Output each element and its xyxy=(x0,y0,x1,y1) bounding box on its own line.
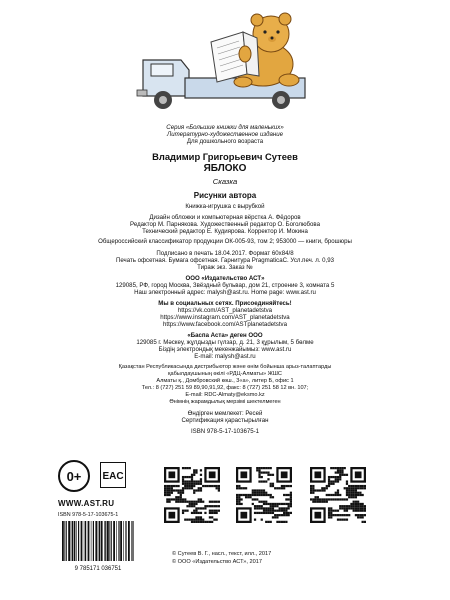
bear-reading-illustration xyxy=(123,8,328,115)
copyright-publisher: © ООО «Издательство АСТ», 2017 xyxy=(172,559,262,565)
edition-type: Литературно-художественное издание xyxy=(167,131,283,138)
eac-label: EAC xyxy=(102,471,124,482)
age-rating-badge: 0+ xyxy=(58,460,90,492)
credit-line: Редактор М. Парнякова. Художественный редактор О. Боголюбова xyxy=(130,221,320,228)
social-link-facebook[interactable]: https://www.facebook.com/ASTplanetadetstva xyxy=(163,321,287,328)
product-classifier: Общероссийский классификатор продукции ОК-005-93, том 2; 953000 — книги, брошюры xyxy=(98,238,352,245)
country-of-manufacture: Өндірген мемлекет: Ресей xyxy=(187,410,263,417)
book-type: Книжка-игрушка с вырубкой xyxy=(185,203,265,210)
kz-company-name: «Баспа Аста» деген ООО xyxy=(187,332,263,339)
kz-address-line: E-mail: malysh@ast.ru xyxy=(194,353,256,360)
kz-address-line: Біздің электрондық мекенжайымыз: www.ast.ru xyxy=(158,346,292,353)
kz-distributor-line: Алматы қ., Домбровский көш., 3«а», литер Б, офис 1 xyxy=(156,378,294,384)
kz-distributor-line: E-mail: RDC-Almaty@eksmo.kz xyxy=(185,392,265,398)
isbn-number: ISBN 978-5-17-103675-1 xyxy=(190,428,260,435)
barcode-isbn: ISBN 978-5-17-103675-1 xyxy=(58,512,119,518)
series-line: Серия «Большие книжки для маленьких» xyxy=(166,124,284,131)
publisher-name: ООО «Издательство АСТ» xyxy=(185,275,265,282)
print-info: Подписано в печать 18.04.2017. Формат 60x84/8 xyxy=(156,250,294,257)
genre: Сказка xyxy=(212,177,238,186)
social-link-instagram[interactable]: https://www.instagram.com/AST_planetadetstva xyxy=(160,314,290,321)
age-group: Для дошкольного возраста xyxy=(186,138,264,145)
kz-distributor-line: Өнімнің жарамдылық мерзімі шектелмеген xyxy=(169,399,281,405)
ean-barcode xyxy=(58,521,138,571)
author-name: Владимир Григорьевич Сутеев xyxy=(152,151,298,162)
qr-code xyxy=(164,467,220,523)
qr-code xyxy=(236,467,292,523)
publisher-address: 129085, РФ, город Москва, Звёздный бульвар, дом 21, строение 3, комната 5 xyxy=(115,282,335,289)
book-title: ЯБЛОКО xyxy=(203,163,247,174)
kz-distributor-line: Тел.: 8 (727) 251 59 89,90,91,92, факс: 8 (727) 251 58 12 вн. 107; xyxy=(141,385,309,391)
website-link[interactable]: WWW.AST.RU xyxy=(58,499,115,508)
barcode-digits: 9 785171 036751 xyxy=(74,566,122,571)
kz-address-line: 129085 г. Мәскеу, жұлдызды гүлзар, д. 21, 3 құрылым, 5 бөлме xyxy=(136,339,314,346)
social-heading: Мы в социальных сетях. Присоединяйтесь! xyxy=(158,300,292,307)
illustrations-credit: Рисунки автора xyxy=(193,191,257,200)
kz-distributor-line: Қазақстан Республикасында дистрибьютор және өнім бойынша арыз-талаптарды xyxy=(118,364,332,370)
barcode-bars xyxy=(62,521,134,561)
kz-distributor-line: қабылдаушының өкілі «РДЦ-Алматы» ЖШС xyxy=(168,371,282,377)
eac-conformity-mark xyxy=(100,462,126,488)
credit-line: Технический редактор Е. Кудиярова. Корректор И. Мокина xyxy=(142,228,308,235)
social-link-vk[interactable]: https://vk.com/AST_planetadetstva xyxy=(177,307,273,314)
credit-line: Дизайн обложки и компьютерная вёрстка А. Фёдоров xyxy=(149,214,301,221)
copyright-author: © Сутеев В. Г., насл., текст, илл., 2017 xyxy=(172,551,272,557)
certification-note: Сертификация қарастырылған xyxy=(181,417,269,424)
print-info: Печать офсетная. Бумага офсетная. Гарнитура PragmaticaC. Усл.печ. л. 0,93 xyxy=(115,257,334,264)
qr-code xyxy=(310,467,366,523)
publisher-contacts: Наш электронный адрес: malysh@ast.ru. Home page: www.ast.ru xyxy=(134,289,316,296)
print-info: Тираж экз. Заказ № xyxy=(197,264,253,271)
